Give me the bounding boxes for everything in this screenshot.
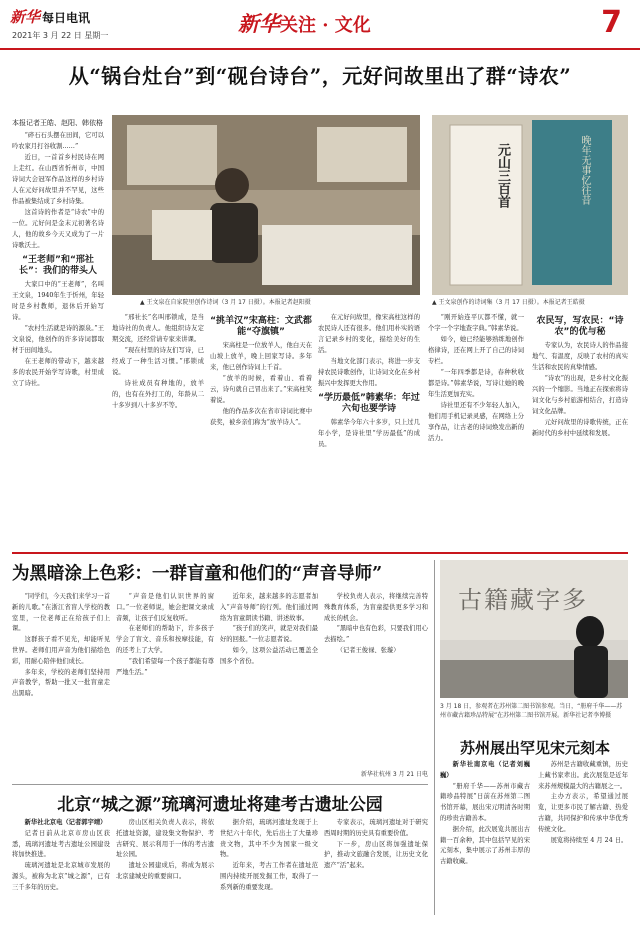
masthead-brand <box>10 6 90 27</box>
paragraph: “放羊的时候，看着山、看着云，诗句就自己冒出来了。”宋高柱笑着说。 <box>210 375 312 404</box>
story4-photo-exhibition <box>440 560 628 698</box>
paragraph: 专家表示，琉璃河遗址对于研究西周时期的历史具有重要价值。 <box>324 819 428 837</box>
story4-photo-caption: 3 月 18 日，参观者在苏州第二图书馆参观。当日，“册府千华——苏州市藏古籍珍品特展”在苏州第二图书馆开展。新华社记者李博摄 <box>440 703 623 719</box>
masthead-brand-name: 新华 <box>10 8 41 26</box>
paragraph: “黑暗中也有色彩，只要我们用心去描绘。” <box>324 625 428 644</box>
story3-headline: 北京“城之源”琉璃河遗址将建考古遗址公园 <box>57 795 383 815</box>
section-name: 关注 · 文化 <box>280 15 371 36</box>
paragraph: 据介绍，此次展览共展出古籍一百余种，其中包括罕见的宋元刻本，集中展示了苏州丰厚的古籍收藏。 <box>440 825 530 866</box>
column-divider <box>434 560 435 915</box>
paragraph: 元好问故里的诗歌传统，正在新时代的乡村中延续和发展。 <box>532 419 628 437</box>
story4-headline: 苏州展出罕见宋元刻本 <box>459 739 610 757</box>
paragraph: 如今，她已经能够熟练地创作格律诗，还在网上开了自己的诗词专栏。 <box>428 336 524 365</box>
paragraph: 房山区相关负责人表示，将依托遗址资源，建设集文物保护、考古研究、展示利用于一体的考古遗址公园。 <box>116 819 214 859</box>
story1-col3 <box>210 312 312 550</box>
story1-col1 <box>12 130 104 550</box>
paragraph: 韩素华今年六十多岁，只上过几年小学，是诗社里“学历最低”的成员。 <box>318 419 420 448</box>
paragraph: “现在村里的诗友们写诗，已经成了一种生活习惯。”邢锁成说。 <box>112 347 204 376</box>
paragraph: 在老师们的帮助下，许多孩子学会了盲文、音乐和按摩技能，有的还考上了大学。 <box>116 625 214 654</box>
paragraph: 据介绍，琉璃河遗址发现于上世纪六十年代，先后出土了大量珍贵文物，其中不少为国家一级文物。 <box>220 819 318 859</box>
story1-col2 <box>112 312 204 550</box>
story1-byline: 本报记者王皓、赵阳、韩依格 <box>12 119 103 127</box>
story2-col1 <box>12 592 110 782</box>
paragraph: 展览将持续至 4 月 24 日。 <box>550 836 628 844</box>
paragraph: 近日，一首首乡村民诗在网上走红。在山西省忻州市，中国诗词大会冠军作品这样的乡村诗人在元好问故里并不罕见，这些作品被集结成了乡村诗集。 <box>12 154 104 205</box>
paragraph: 记者日前从北京市房山区获悉，琉璃河遗址考古遗址公园建设将加快推进。 <box>12 829 110 859</box>
story2-headline: 为黑暗涂上色彩：一群盲童和他们的“声音导师” <box>12 564 383 584</box>
paragraph: 大家口中的“王老师”，名叫王文泉，1940年生于忻州，年轻时是乡村教师，退休后开始写诗。 <box>12 281 104 321</box>
paragraph: “农村生活就是诗的源泉。”王文泉说，他创作的许多诗词都取材于田间地头。 <box>12 325 104 354</box>
section-title <box>238 8 371 38</box>
page-number: 7 <box>601 5 622 40</box>
story2-dateline: 新华社杭州 3 月 21 日电 <box>360 771 428 778</box>
paragraph: 遗址公园建成后，将成为展示北京建城史的重要窗口。 <box>116 862 214 880</box>
paragraph: 如今，这项公益活动已覆盖全国多个省份。 <box>220 646 318 665</box>
story2-col3 <box>220 592 318 782</box>
paragraph: 学校负责人表示，将继续完善特殊教育体系，为盲童提供更多学习和成长的机会。 <box>324 593 428 622</box>
paragraph: “刚开始连平仄都不懂，就一个字一个字地查字典。”韩素华说。 <box>428 314 524 332</box>
story1-col6 <box>532 312 628 550</box>
story1-photo-books-caption: ▲ 王文泉创作的诗词集（3 月 17 日摄）。本报记者王皓摄 <box>432 299 585 306</box>
story2-col4 <box>324 592 428 768</box>
paragraph: 诗社里还有不少年轻人加入，他们用手机记录灵感，在网络上分享作品，让古老的诗词焕发出新的活力。 <box>428 402 524 442</box>
paragraph: 近年来，越来越多的志愿者加入“声音导师”的行列。他们通过网络为盲童朗读书籍、讲述故事。 <box>220 593 318 622</box>
paragraph: “册府千华——苏州市藏古籍珍品特展”日前在苏州第二图书馆开幕，展出宋元明清各时期的珍贵古籍善本。 <box>440 782 530 822</box>
story4-byline: 新华社南京电（记者刘巍巍） <box>440 761 530 779</box>
paragraph: “诗农”的出现，是乡村文化振兴的一个缩影。当地正在探索将诗词文化与乡村旅游相结合，打造诗词文化品牌。 <box>532 375 628 415</box>
story1-subhead-3: “学历最低”韩素华：年过六旬也要学诗 <box>318 393 420 414</box>
issue-date: 2021年 3 月 22 日 星期一 <box>12 31 109 40</box>
poet-photo-illustration <box>112 115 420 295</box>
paragraph: “声音是他们认识世界的窗口。”一位老师说，她会把课文录成音频，让孩子们反复收听。 <box>116 593 214 622</box>
page-header <box>0 0 640 50</box>
story1-col4 <box>318 312 420 550</box>
paragraph: 专家认为，农民诗人的作品接地气、有温度，反映了农村的真实生活和农民的真挚情感。 <box>532 342 628 371</box>
exhibition-wall-text: 古籍藏字多 <box>458 586 588 614</box>
story1-headline: 从“锅台灶台”到“砚台诗台”，元好问故里出了群“诗农” <box>68 64 572 88</box>
story2-divider <box>12 784 428 785</box>
paragraph: 这首诗的作者是“诗农”中的一位。元好问是金末元初著名诗人，他的故乡今天又成为了一片诗歌沃土。 <box>12 209 104 249</box>
paragraph: 苏州是古籍收藏重镇，历史上藏书家辈出。此次展览是近年来苏州规模最大的古籍展之一。 <box>538 761 628 790</box>
paragraph: （记者王俊禄、张璇） <box>336 646 400 654</box>
paragraph: 近年来，考古工作者在遗址范围内持续开展发掘工作，取得了一系列新的重要发现。 <box>220 862 318 891</box>
story3-col4 <box>324 818 428 920</box>
paragraph: “孩子们的笑声，就是对我们最好的回报。”一位志愿者说。 <box>220 625 318 644</box>
paragraph: 主办方表示，希望通过展览，让更多市民了解古籍、热爱古籍，共同保护和传承中华优秀传统文化。 <box>538 793 628 833</box>
story3-col1 <box>12 818 110 920</box>
story4-col2 <box>538 760 628 920</box>
story1-subhead-1: “王老师”和“邢社长”：我们的带头人 <box>19 255 97 276</box>
section-divider <box>12 552 628 554</box>
story4-col1 <box>440 760 530 920</box>
paragraph: 在元好问故里，像宋高柱这样的农民诗人还有很多。他们用朴实的语言记录乡村的变化，描绘美好的生活。 <box>318 314 420 354</box>
paragraph: 琉璃河遗址是北京城市发展的源头，被称为北京“城之源”，已有三千多年的历史。 <box>12 862 110 891</box>
story1-col5 <box>428 312 524 550</box>
masthead-brand-sub: 每日电讯 <box>42 11 91 25</box>
paragraph: 在王老师的带动下，越来越多的农民开始学写诗歌，村里成立了诗社。 <box>12 358 104 387</box>
paragraph: 诗社成员有种地的，放羊的，也有在外打工的，年龄从二十多岁到八十多岁不等。 <box>112 380 204 409</box>
paragraph: 当地文化部门表示，将进一步支持农民诗歌创作，让诗词文化在乡村振兴中发挥更大作用。 <box>318 358 420 387</box>
paragraph: “碎石石头摆在田间，它可以吟农家月打谷收割……” <box>12 132 104 150</box>
section-brand: 新华 <box>238 11 280 36</box>
paragraph: “同学们，今天我们来学习一首新的儿歌。”在浙江省盲人学校的教室里，一位老师正在给孩子们上课。 <box>12 593 110 633</box>
paragraph: “我们希望每一个孩子都能有尊严地生活。” <box>116 657 214 676</box>
paragraph: “邢社长”名叫邢锁成，是当地诗社的负责人。他组织诗友定期交流，还经常请专家来讲课。 <box>112 314 204 343</box>
book-title-left: 元山三百首 <box>495 143 510 208</box>
story1-subhead-4: 农民写，写农民：“诗农”的优与秘 <box>536 316 624 337</box>
story3-col3 <box>220 818 318 920</box>
book-title-right: 晚年无事忆往昔 <box>579 135 590 205</box>
paragraph: 他的作品多次在省市诗词比赛中获奖，被乡亲们称为“放羊诗人”。 <box>210 408 312 426</box>
story3-byline: 新华社北京电（记者郭宇靖） <box>24 819 107 826</box>
story1-photo-poet-caption: ▲ 王文泉在自家院里创作诗词（3 月 17 日摄）。本报记者赵阳摄 <box>140 299 311 306</box>
paragraph: 下一步，房山区将加强遗址保护，推动文旅融合发展，让历史文化遗产“活”起来。 <box>324 840 428 870</box>
story1-photo-books <box>432 115 628 295</box>
story1-photo-poet <box>112 115 420 295</box>
story3-col2 <box>116 818 214 920</box>
story2-col2 <box>116 592 214 782</box>
paragraph: 这群孩子看不见光，却能听见世界。老师们用声音为他们描绘色彩，用耐心陪伴他们成长。 <box>12 636 110 665</box>
paragraph: 多年来，学校的老师们坚持用声音教学，帮助一批又一批盲童走出黑暗。 <box>12 668 110 698</box>
story1-subhead-2: “挑羊汉”宋高柱：文武都能“夺旗镇” <box>210 316 312 337</box>
paragraph: 宋高柱是一位放羊人，他白天在山坡上放羊，晚上回家写诗。多年来，他已创作诗词上千首。 <box>210 342 312 371</box>
paragraph: “一年四季都是诗，春种秋收都是诗。”韩素华说，写诗让她的晚年生活更加充实。 <box>428 369 524 398</box>
